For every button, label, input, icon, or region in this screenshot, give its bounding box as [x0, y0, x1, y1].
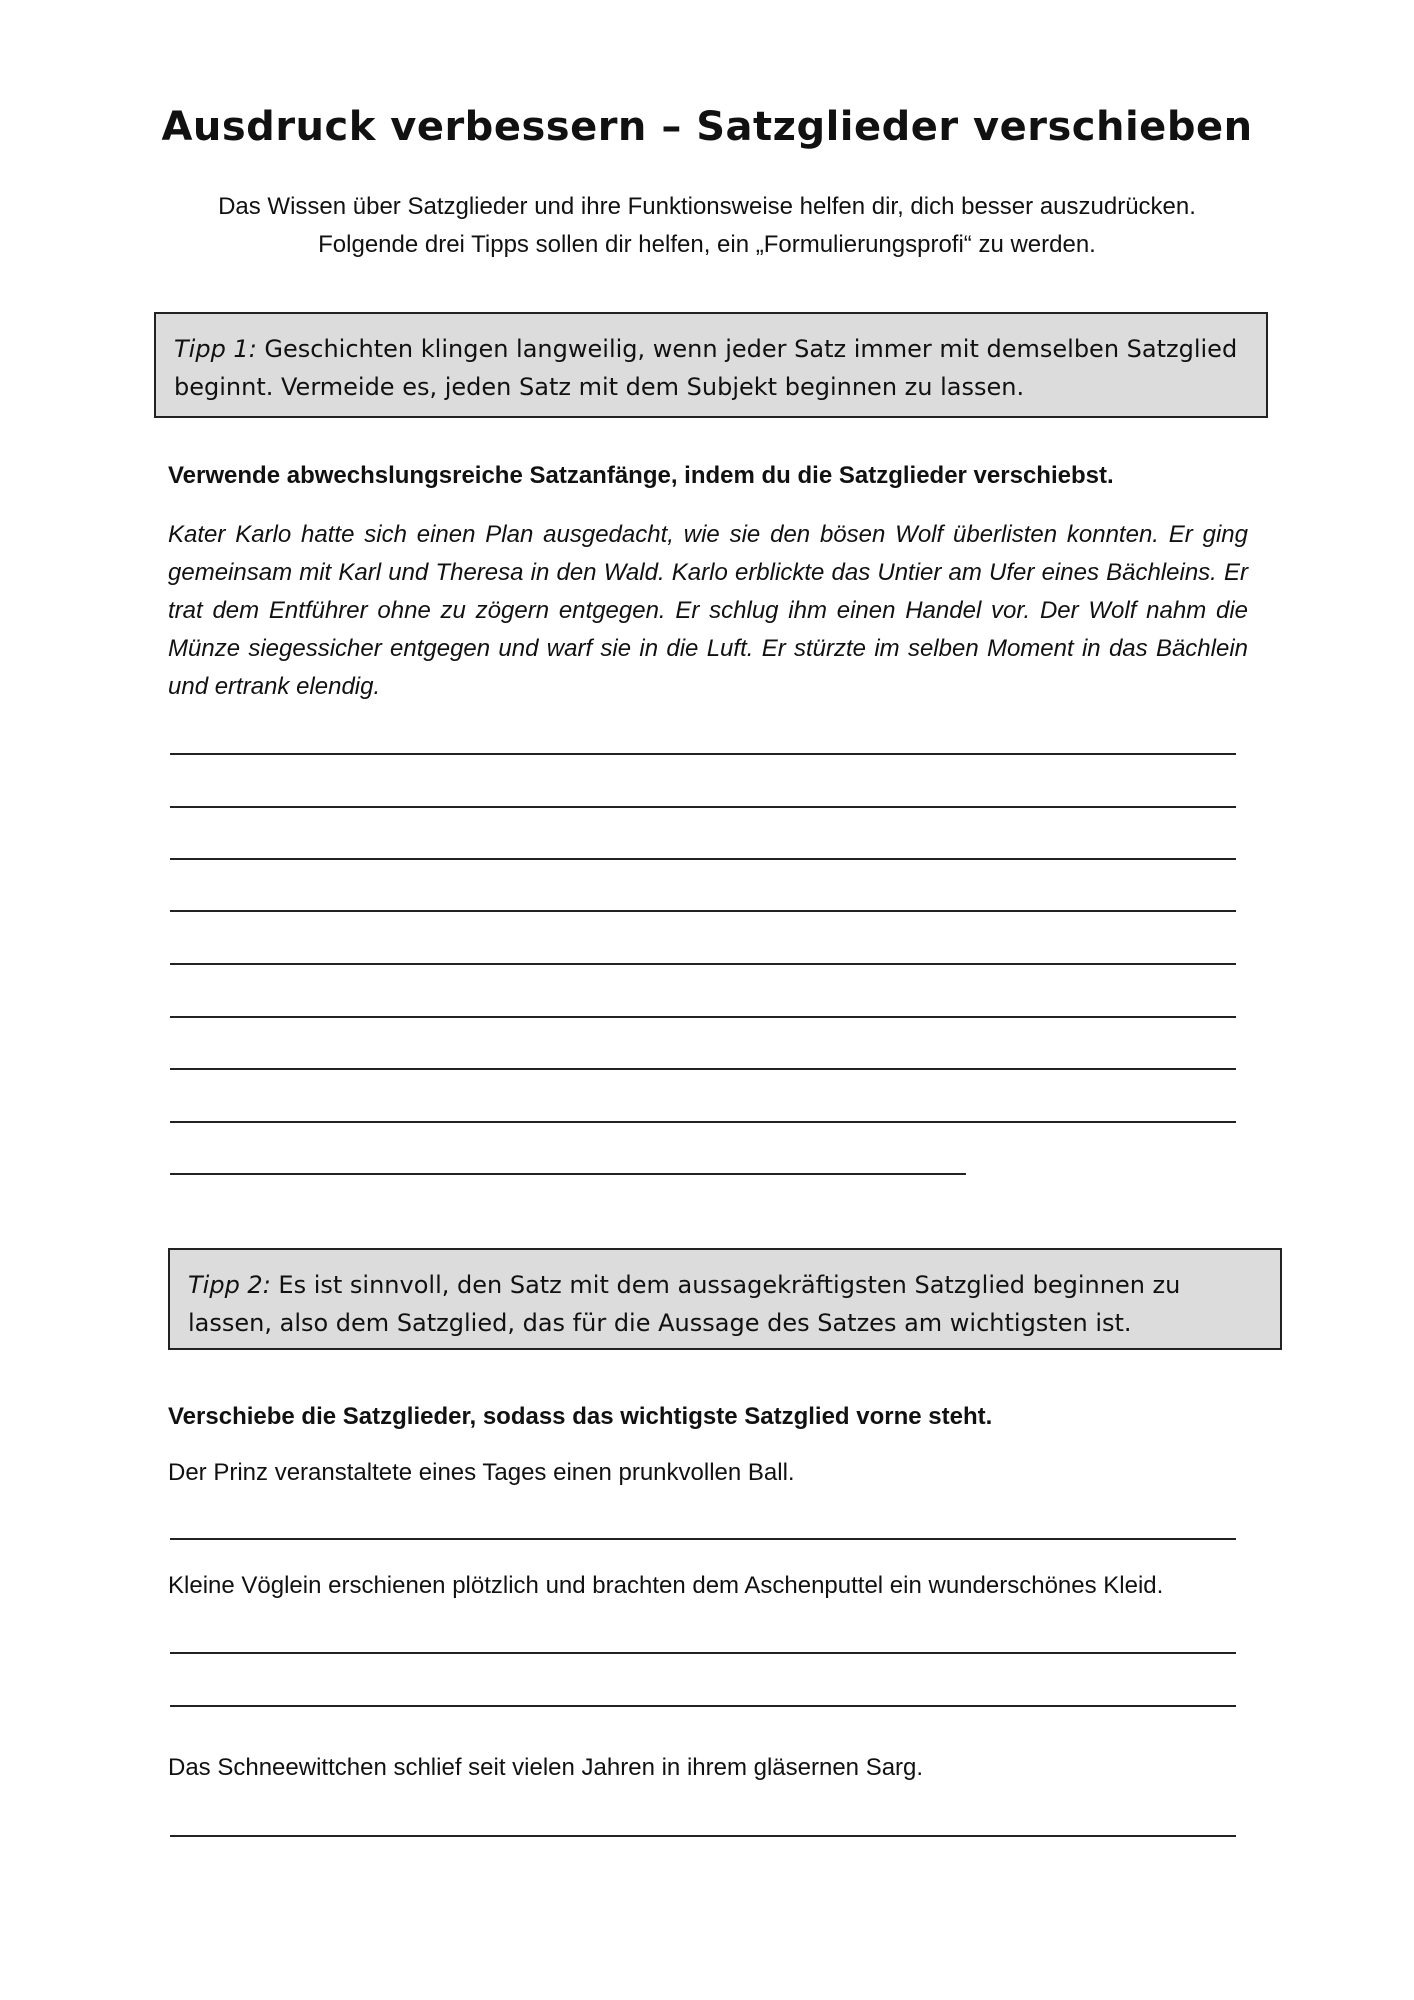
- answer-line[interactable]: [170, 858, 1236, 860]
- tip-2-box: [168, 1248, 1282, 1350]
- answer-line[interactable]: [170, 1068, 1236, 1070]
- intro-line-1: Das Wissen über Satzglieder und ihre Funktionsweise helfen dir, dich besser auszudrücken.: [218, 193, 1196, 220]
- tip-1-text: Geschichten klingen langweilig, wenn jeder Satz immer mit demselben Satzglied beginnt. Vermeide es, jeden Satz mit dem Subjekt beginnen zu lassen.: [174, 335, 1238, 401]
- answer-line[interactable]: [170, 753, 1236, 755]
- intro-text: [100, 188, 1314, 264]
- page-title: Ausdruck verbessern – Satzglieder verschieben: [161, 104, 1253, 150]
- answer-line[interactable]: [170, 1705, 1236, 1707]
- answer-line[interactable]: [170, 1652, 1236, 1654]
- tip-1-box: [154, 312, 1268, 418]
- task-2-instruction: Verschiebe die Satzglieder, sodass das wichtigste Satzglied vorne steht.: [168, 1403, 993, 1430]
- answer-line[interactable]: [170, 910, 1236, 912]
- answer-line[interactable]: [170, 1121, 1236, 1123]
- task-1-instruction: Verwende abwechslungsreiche Satzanfänge, indem du die Satzglieder verschiebst.: [168, 462, 1114, 489]
- tip-2-label: Tipp 2:: [188, 1271, 271, 1299]
- tip-2-text: Es ist sinnvoll, den Satz mit dem aussagekräftigsten Satzglied beginnen zu lassen, also dem Satzglied, das für die Aussage des Satzes am wichtigsten ist.: [188, 1271, 1181, 1337]
- answer-line[interactable]: [170, 1835, 1236, 1837]
- answer-line[interactable]: [170, 806, 1236, 808]
- tip-1-label: Tipp 1:: [174, 335, 257, 363]
- task-2-sentence-3: Das Schneewittchen schlief seit vielen Jahren in ihrem gläsernen Sarg.: [168, 1754, 924, 1781]
- answer-line[interactable]: [170, 1173, 966, 1175]
- task-2-sentence-1: Der Prinz veranstaltete eines Tages einen prunkvollen Ball.: [168, 1459, 795, 1486]
- task-2-sentence-2: Kleine Vöglein erschienen plötzlich und brachten dem Aschenputtel ein wunderschönes Kleid.: [168, 1572, 1164, 1599]
- intro-line-2: Folgende drei Tipps sollen dir helfen, ein „Formulierungsprofi“ zu werden.: [318, 231, 1096, 258]
- answer-line[interactable]: [170, 1016, 1236, 1018]
- answer-line[interactable]: [170, 1538, 1236, 1540]
- answer-line[interactable]: [170, 963, 1236, 965]
- task-1-story: Kater Karlo hatte sich einen Plan ausgedacht, wie sie den bösen Wolf überlisten konnten. Er ging gemeinsam mit Karl und Theresa in den Wald. Karlo erblickte das Untier am Ufer eines Bächleins. Er trat dem Entführer ohne zu zögern entgegen. Er schlug ihm einen Handel vor. Der Wolf nahm die Münze siegessicher entgegen und warf sie in die Luft. Er stürzte im selben Moment in das Bächlein und ertrank elendig.: [168, 521, 1248, 700]
